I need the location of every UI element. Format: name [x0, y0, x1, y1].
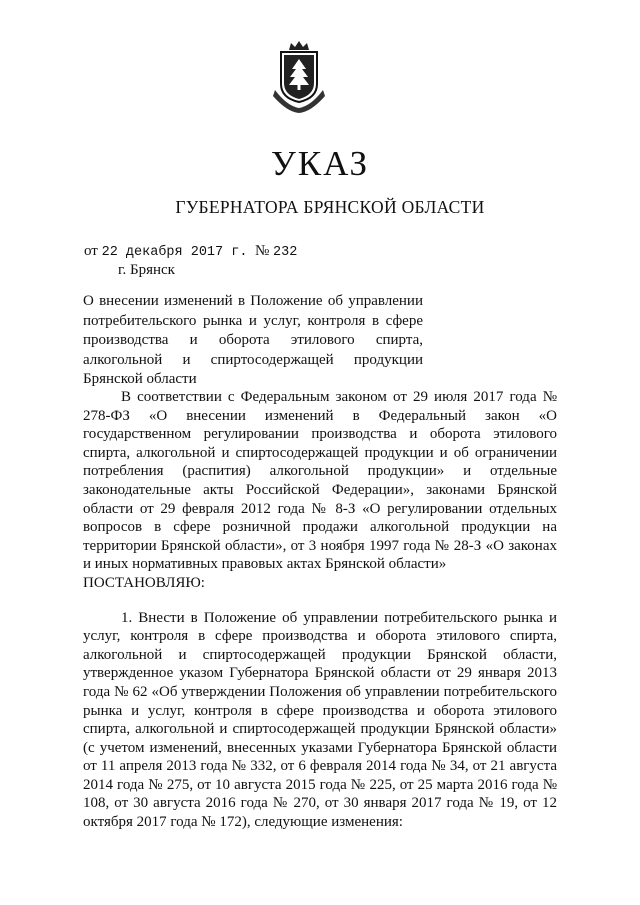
- decree-date: 22 декабря 2017 г.: [101, 245, 248, 260]
- document-title: УКАЗ: [270, 144, 370, 183]
- number-prefix: №: [254, 243, 270, 259]
- coat-of-arms-icon: [267, 40, 331, 114]
- decree-number: 232: [273, 245, 298, 260]
- date-line: [84, 243, 297, 260]
- decree-body: [83, 388, 557, 832]
- decree-keyword: ПОСТАНОВЛЯЮ:: [83, 574, 205, 591]
- document-subtitle: ГУБЕРНАТОРА БРЯНСКОЙ ОБЛАСТИ: [175, 197, 485, 217]
- preamble-paragraph: В соответствии с Федеральным законом от 29 июля 2017 года № 278-ФЗ «О внесении изменений в Федеральный закон «О государственном регулировании производства и оборота этилового спирта, алкогольной и спиртосодержащей продукции и об ограничении потребления (распития) алкогольной продукции» и отдельные законодательные акты Российской Федерации», законами Брянской области от 29 февраля 2012 года № 8-З «О регулировании отдельных вопросов в сфере розничной продажи алкогольной продукции на территории Брянской области», от 3 ноября 1997 года № 28-З «О законах и иных нормативных правовых актах Брянской области»: [83, 389, 557, 573]
- item-1-paragraph: 1. Внести в Положение об управлении потребительского рынка и услуг, контроля в сфере производства и оборота этилового спирта, алкогольной и спиртосодержащей продукции Брянской области, утвержденное указом Губернатора Брянской области от 29 января 2013 года № 62 «Об утверждении Положения об управлении потребительского рынка и услуг, контроля в сфере производства и оборота этилового спирта, алкогольной и спиртосодержащей продукции Брянской области» (с учетом изменений, внесенных указами Губернатора Брянской области от 11 апреля 2013 года № 332, от 6 февраля 2014 года № 34, от 21 августа 2014 года № 275, от 10 августа 2015 года № 225, от 25 марта 2016 года № 108, от 30 августа 2016 года № 270, от 30 января 2017 года № 19, от 12 октября 2017 года № 172), следующие изменения:: [83, 609, 557, 831]
- date-prefix: от: [84, 243, 98, 259]
- decree-subject: О внесении изменений в Положение об управлении потребительского рынка и услуг, контроля в сфере производства и оборота этилового спирта, алкогольной и спиртосодержащей продукции Брянской области: [83, 293, 423, 387]
- city-name: г. Брянск: [118, 262, 175, 278]
